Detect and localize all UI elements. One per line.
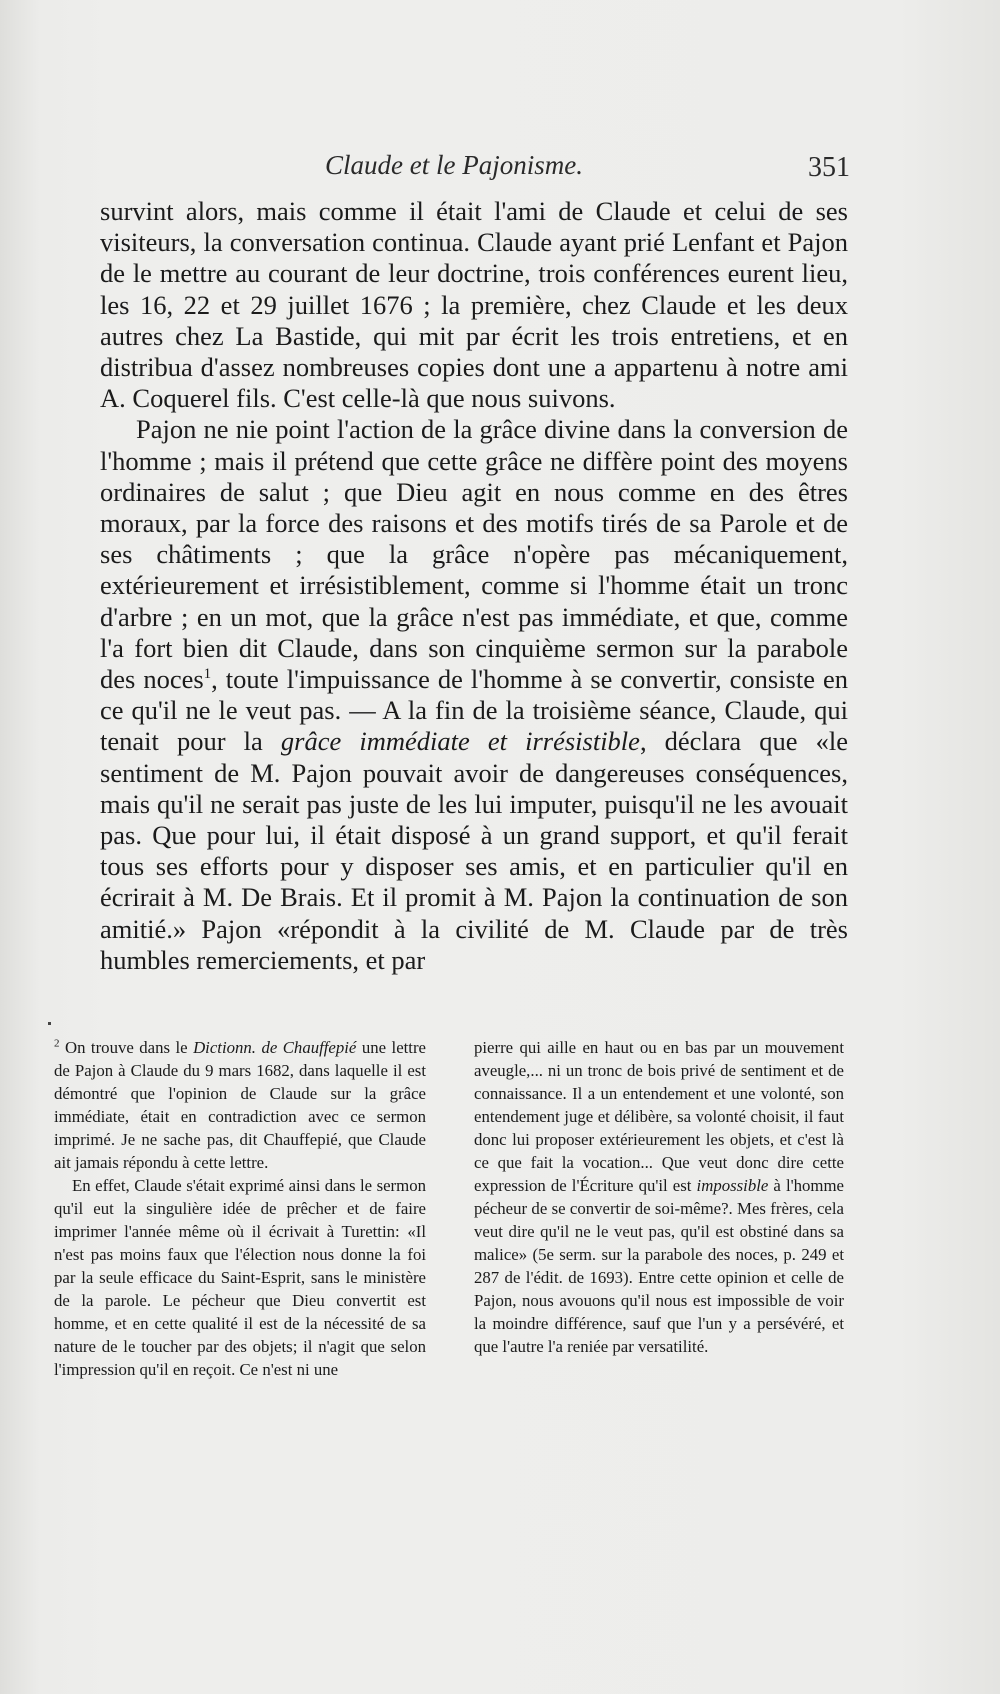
footnote-right-text-b: à l'homme pécheur de se convertir de soi-même?. Mes frères, cela veut dire qu'il ne le veut pas, qu'il est obstiné dans sa malice» (5e serm. sur la parabole des noces, p. 249 et 287 de l'édit. de 1693). Entre cette opinion et celle de Pajon, nous avouons qu'il nous est impossible de voir la moindre différence, sauf que l'un y a persévéré, et que l'autre l'a reniée par versatilité.	[474, 1176, 844, 1356]
footnote-number: 2	[54, 1037, 60, 1050]
footnote-text-b: une lettre de Pajon à Claude du 9 mars 1682, dans laquelle il est démontré que l'opinion de Claude sur la grâce immédiate, était en contradiction avec ce sermon imprimé. Je ne sache pas, dit Chauffepié, que Claude ait jamais répondu à cette lettre.	[54, 1038, 427, 1172]
running-title: Claude et le Pajonisme.	[325, 150, 583, 180]
italic-phrase: grâce immédiate et irrésistible	[280, 726, 640, 757]
footnote-italic-word: impossible	[696, 1176, 769, 1195]
footnote-text-a: On trouve dans le	[64, 1038, 194, 1057]
footnote-separator	[48, 1022, 51, 1025]
footnote-right-column	[474, 1036, 844, 1381]
footnote-paragraph-3	[474, 1036, 844, 1358]
footnotes	[54, 1036, 844, 1381]
footnote-left-column	[54, 1036, 426, 1381]
footnote-right-text-a: pierre qui aille en haut ou en bas par un mouvement aveugle,... ni un tronc de bois privé de sentiment et de connaissance. Il a un entendement et une volonté, son entendement juge et délibère, sa volonté choisit, il faut donc lui proposer extérieurement les objets, et c'est là ce que fait la vocation... Que veut donc dire cette expression de l'Écriture qu'il est	[474, 1038, 844, 1195]
paragraph-2	[100, 414, 848, 976]
paragraph-2-part-c: , déclara que «le sentiment de M. Pajon pouvait avoir de dangereuses conséquences, mais qu'il ne serait pas juste de les lui imputer, puisqu'il ne les avouait pas. Que pour lui, il était disposé à un grand support, et qu'il ferait tous ses efforts pour y disposer ses amis, et en particulier qu'il en écrirait à M. De Brais. Et il promit à M. Pajon la continuation de son amitié.» Pajon «répondit à la civilité de M. Claude par de très humbles remerciements, et par	[100, 726, 849, 975]
paragraph-2-part-b: , toute l'impuissance de l'homme à se convertir, consiste en ce qu'il ne le veut pas. — A la fin de la troisième séance, Claude, qui tenait pour la	[100, 664, 848, 757]
main-text	[100, 196, 848, 976]
page-number: 351	[808, 152, 850, 183]
footnote-paragraph-1	[54, 1036, 426, 1174]
footnote-italic-title: Dictionn. de Chauffepié	[193, 1038, 357, 1057]
page-header	[100, 150, 850, 190]
footnote-reference: 1	[203, 666, 212, 683]
paragraph-2-part-a: Pajon ne nie point l'action de la grâce divine dans la conversion de l'homme ; mais il prétend que cette grâce ne diffère point des moyens ordinaires de salut ; que Dieu agit en nous comme en des êtres moraux, par la force des raisons et des motifs tirés de sa Parole et de ses châtiments ; que la grâce n'opère pas mécaniquement, extérieurement et irrésistiblement, comme si l'homme était un tronc d'arbre ; en un mot, que la grâce n'est pas immédiate, et que, comme l'a fort bien dit Claude, dans son cinquième sermon sur la parabole des noces	[100, 414, 848, 695]
footnote-paragraph-2: En effet, Claude s'était exprimé ainsi dans le sermon qu'il eut la singulière idée de prêcher et de faire imprimer l'année même où il écrivait à Turettin: «Il n'est pas moins faux que l'élection nous donne la foi par la seule efficace du Saint-Esprit, sans le ministère de la parole. Le pécheur que Dieu convertit est homme, et en cette qualité il est de la nécessité de sa nature de le toucher par des objets; il n'agit que selon l'impression qu'il en reçoit. Ce n'est ni une	[54, 1176, 426, 1379]
paragraph-1: survint alors, mais comme il était l'ami de Claude et celui de ses visiteurs, la conversation continua. Claude ayant prié Lenfant et Pajon de le mettre au courant de leur doctrine, trois conférences eurent lieu, les 16, 22 et 29 juillet 1676 ; la première, chez Claude et les deux autres chez La Bastide, qui mit par écrit les trois entretiens, et en distribua d'assez nombreuses copies dont une a appartenu à notre ami A. Coquerel fils. C'est celle-là que nous suivons.	[100, 196, 848, 414]
